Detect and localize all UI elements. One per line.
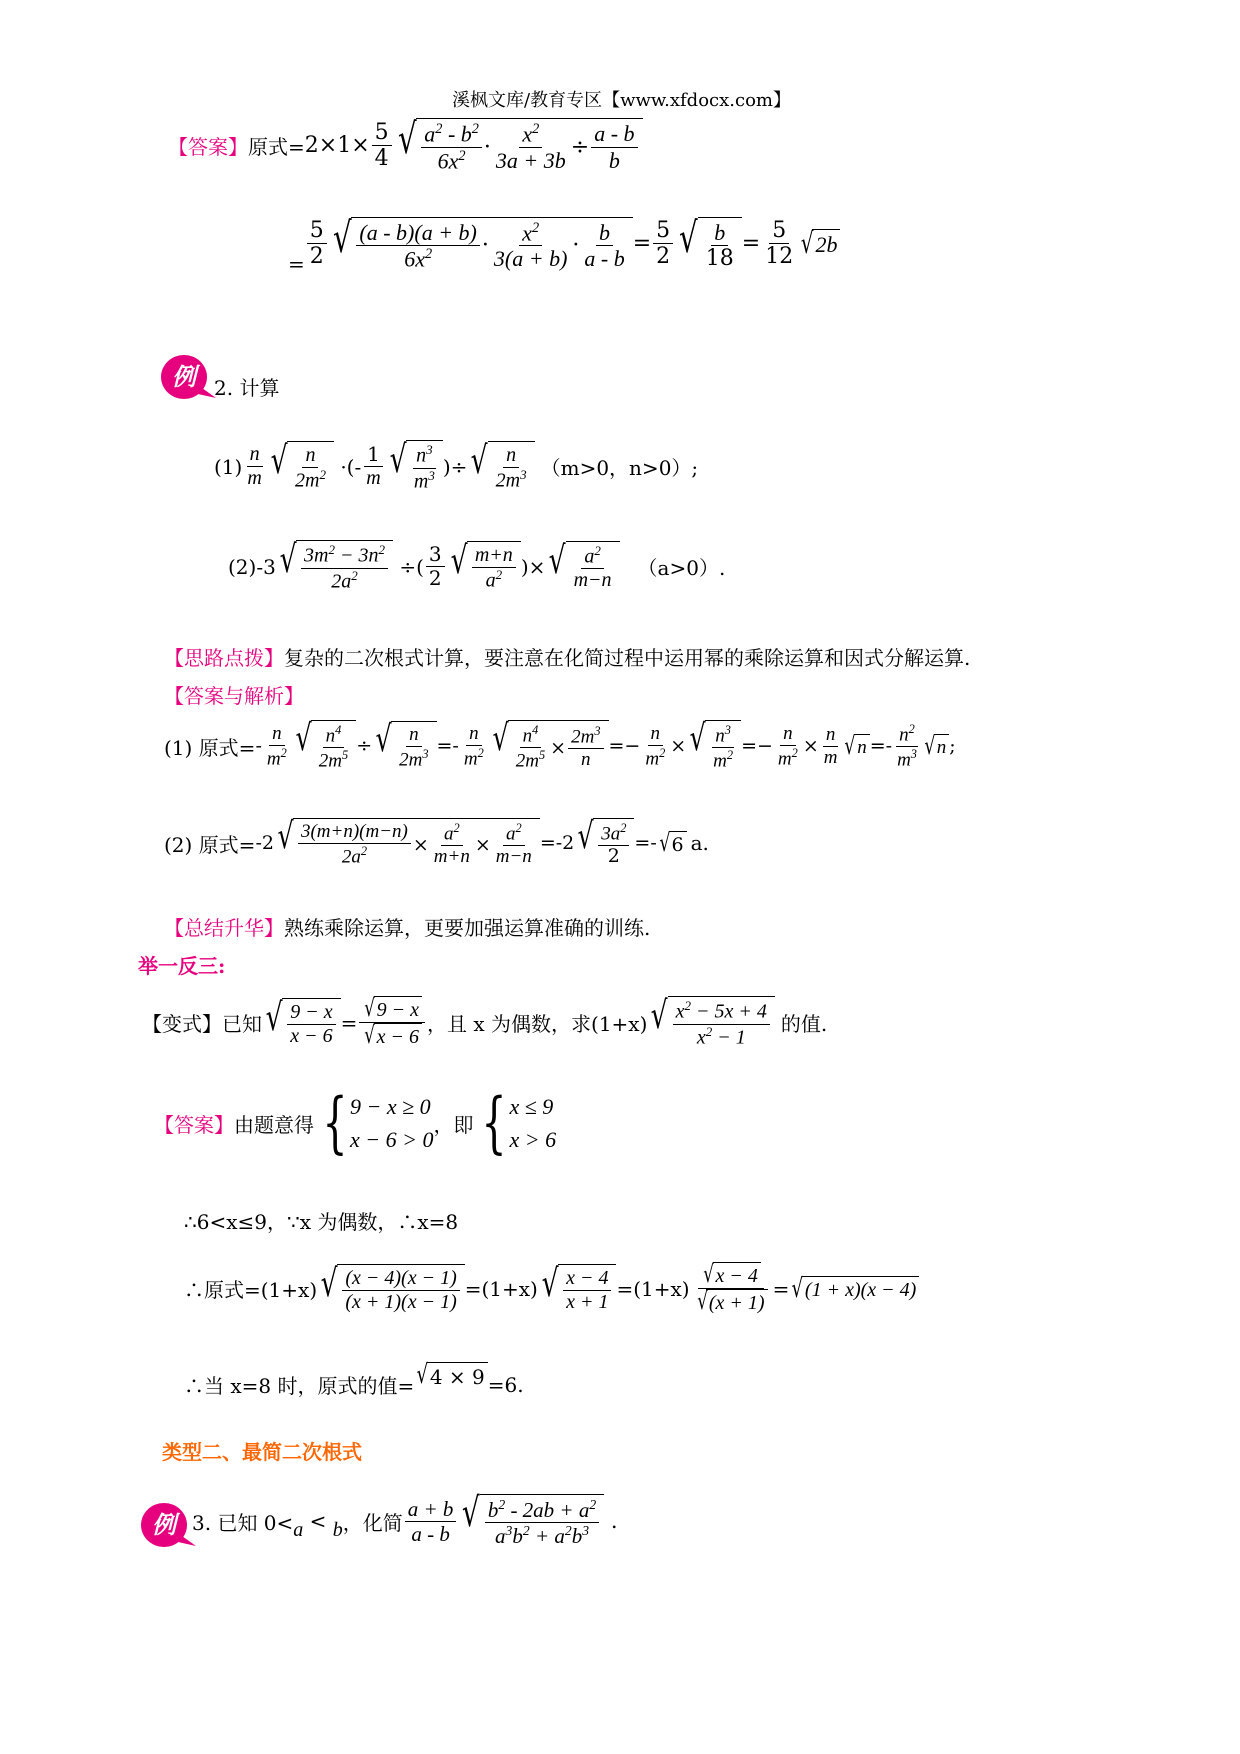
part-label: (2)-3: [228, 554, 276, 579]
formula: √ $\frac{9 - x}{x - 6}$ = √ 9 − x √ x − 6: [262, 996, 427, 1049]
example-badge-icon: [158, 352, 218, 402]
answer-lead: 原式=: [248, 135, 305, 160]
system-brace: { x ≤ 9 x > 6: [481, 1084, 557, 1161]
formula: -2 √ $\frac{3(m+n)(m-n)}{2a^2}$ × $\frac{a^2}{m+n}$ × $\frac{a^2}{m-n}$ =-2 √ $\frac{3a^2}{2}$ =- √ 6: [255, 818, 686, 868]
formula: - $\frac{n}{m^2}$ √ $\frac{n^4}{2m^5}$ ÷ √ $\frac{n}{2m^3}$ =- $\frac{n}{m^2}$ √ $\frac{n^4}{2m^5}$ × $\frac{2m^3}{n}$ =− $\frac{n}{m^2}$ × √ $\frac{n^3}{m^2}$ =− $\frac{n}{m^2}$ × $\frac{n}{m}$ √ n =- $\frac{n^2}{m^3}$ √ n ;: [255, 717, 956, 772]
answer2-line4: [184, 1360, 524, 1399]
hint-tag: 【思路点拨】: [164, 646, 284, 670]
answer2-line3: [184, 1262, 919, 1315]
line-lead: (1) 原式=: [164, 735, 256, 760]
svg-text:例: 例: [152, 1511, 176, 1539]
line-lead: (2) 原式=: [164, 832, 256, 857]
answer-tag: 【答案】: [154, 1112, 234, 1137]
system-brace: { 9 − x ≥ 0 x − 6 > 0: [322, 1084, 434, 1161]
summary-tag: 【总结升华】: [164, 916, 284, 940]
line-tail: =6.: [487, 1372, 524, 1397]
formula: √ $\frac{3m^2 - 3n^2}{2a^2}$ ÷( $\frac{3}{2}$ √ $\frac{m+n}{a^2}$ )× √ $\frac{a^2}{m-n}$: [276, 540, 620, 593]
variant-line: [142, 993, 828, 1050]
hint-line: [164, 642, 970, 671]
summary-text: 熟练乘除运算，更要加强运算准确的训练.: [284, 916, 651, 940]
analysis-line2: [164, 815, 709, 868]
summary-line: [164, 912, 650, 941]
example-badge: [158, 352, 218, 402]
variant-lead: 已知: [222, 1012, 262, 1037]
analysis-tag: 【答案与解析】: [164, 684, 304, 708]
hint-text: 复杂的二次根式计算，要注意在化简过程中运用幂的乘除运算和因式分解运算.: [284, 646, 971, 670]
analysis-line1: [164, 717, 956, 772]
answer2-line2: ∴6<x≤9，∵x 为偶数，∴x=8: [184, 1210, 459, 1234]
variant-mid: ，且 x 为偶数，求(1+x): [427, 1012, 648, 1037]
juyi-title: 举一反三:: [138, 954, 226, 978]
answer1-line1: [168, 114, 643, 173]
variant-tail: 的值.: [780, 1012, 828, 1037]
example-badge: [138, 1500, 198, 1550]
variant-tag: 【变式】: [142, 1012, 222, 1037]
formula: √ $\frac{x^2 - 5x + 4}{x^2 - 1}$: [647, 996, 774, 1049]
section-title: 类型二、最简二次根式: [162, 1440, 362, 1464]
page-header: 溪枫文库/教育专区【www.xfdocx.com】: [452, 90, 791, 111]
answer-lead: 由题意得: [234, 1112, 314, 1137]
example-badge-icon: [138, 1500, 198, 1550]
formula: √ $\frac{(x - 4)(x - 1)}{(x + 1)(x - 1)}$ =(1+x) √ $\frac{x - 4}{x + 1}$ =(1+x) √ x − 4 √ (x + 1) = √ (1 + x)(x − 4): [317, 1262, 919, 1315]
equals: =: [288, 252, 305, 276]
line-tail: a.: [690, 831, 709, 855]
example2-part1: [214, 437, 699, 493]
condition: （a>0）.: [637, 556, 726, 581]
answer-mid: ，即: [433, 1112, 474, 1137]
answer-tag: 【答案】: [168, 135, 248, 160]
formula: $\frac{a + b}{a - b}$ √ $\frac{b^2 - 2ab + a^2}{a^3b^2 + a^2b^3}$ .: [403, 1494, 618, 1548]
example2-title: 2. 计算: [214, 376, 280, 400]
formula: $\frac{5}{2}$ √ $\frac{(a - b)(a + b)}{6x^2}$ · $\frac{x^2}{3(a + b)}$ · $\frac{b}{a - b}$ = $\frac{5}{2}$ √ $\frac{b}{18}$ = $\frac{5}{12}$ √ 2b: [305, 217, 841, 272]
condition: （m>0，n>0）;: [540, 456, 699, 481]
svg-text:例: 例: [172, 363, 196, 391]
part-label: (1): [214, 454, 243, 479]
line-lead: ∴原式=(1+x): [184, 1278, 318, 1302]
line-lead: ∴当 x=8 时，原式的值=: [184, 1374, 415, 1398]
formula: 2×1× $\frac{5}{4}$ √ $\frac{a^2 - b^2}{6x^2}$ · $\frac{x^2}{3a + 3b}$ ÷ $\frac{a - b}{b}$: [305, 118, 643, 173]
example3-mid: ，化简: [342, 1510, 403, 1535]
formula: √ 4 × 9: [414, 1362, 488, 1389]
example3-line: 3. 已知 0< a < b ，化简 $\frac{a + b}{a - b}$ √ $\frac{b^2 - 2ab + a^2}{a^3b^2 + a^2b^3}$ .: [192, 1490, 618, 1549]
answer2-line1: [154, 1084, 557, 1161]
example3-title: 3. 已知 0<: [192, 1510, 294, 1535]
formula: $\frac{n}{m}$ √ $\frac{n}{2m^2}$ ·(- $\frac{1}{m}$ √ $\frac{n^3}{m^3}$ )÷ √ $\frac{n}{2m^3}$: [242, 440, 534, 493]
example2-part2: [228, 537, 726, 593]
answer1-line2: [288, 212, 840, 276]
